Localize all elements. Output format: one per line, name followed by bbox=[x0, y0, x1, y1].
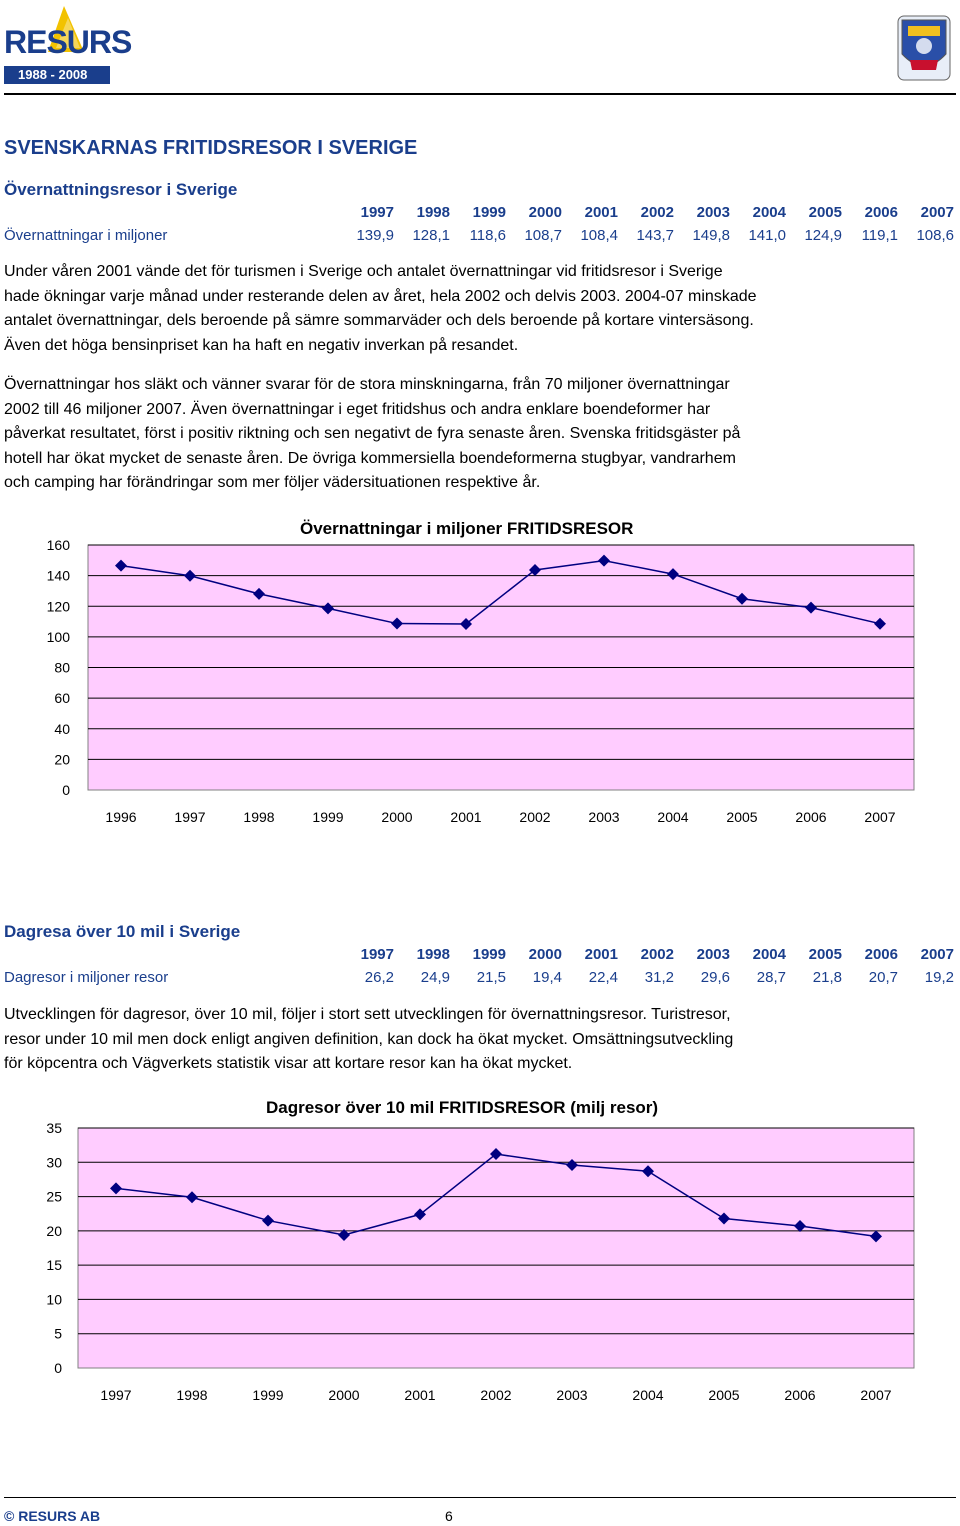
x-tick-label: 1998 bbox=[243, 809, 275, 825]
x-tick-label: 2004 bbox=[632, 1387, 664, 1403]
year-cell: 1997 bbox=[360, 946, 394, 963]
section2-heading: Dagresa över 10 mil i Sverige bbox=[4, 922, 241, 941]
x-tick-label: 2001 bbox=[450, 809, 482, 825]
year-cell: 2003 bbox=[696, 204, 730, 221]
text-line: Under våren 2001 vände det för turismen i Sverige och antalet övernattningar vid fritidsresor i Sverige bbox=[4, 263, 723, 280]
resurs-logo bbox=[4, 4, 132, 86]
value-cell: 108,7 bbox=[524, 227, 562, 244]
year-cell: 1998 bbox=[416, 946, 450, 963]
y-tick-label: 15 bbox=[46, 1257, 62, 1274]
section2-paragraph bbox=[4, 1003, 954, 1077]
x-tick-label: 2004 bbox=[657, 809, 689, 825]
x-tick-label: 1996 bbox=[105, 809, 137, 825]
x-tick-label: 2000 bbox=[381, 809, 413, 825]
section2-year-row bbox=[338, 946, 954, 963]
year-cell: 2004 bbox=[752, 946, 786, 963]
value-cell: 19,4 bbox=[532, 969, 562, 986]
logo-years-band bbox=[4, 66, 110, 84]
y-tick-label: 5 bbox=[54, 1325, 62, 1342]
chart-day-trips-svg bbox=[0, 1090, 960, 1420]
x-tick-label: 1997 bbox=[174, 809, 206, 825]
year-cell: 2000 bbox=[528, 946, 562, 963]
section1-year-row bbox=[338, 204, 954, 221]
x-tick-label: 2006 bbox=[784, 1387, 816, 1403]
value-cell: 26,2 bbox=[364, 969, 394, 986]
footer-copyright: © RESURS AB bbox=[4, 1508, 101, 1524]
year-cell: 2006 bbox=[864, 204, 898, 221]
year-cell: 2007 bbox=[920, 946, 954, 963]
x-tick-label: 1999 bbox=[252, 1387, 284, 1403]
year-cell: 2001 bbox=[584, 204, 618, 221]
logo-text: RESURS bbox=[4, 24, 132, 60]
footer-page-number: 6 bbox=[445, 1508, 453, 1524]
value-cell: 21,5 bbox=[476, 969, 506, 986]
value-cell: 128,1 bbox=[412, 227, 450, 244]
chart-title: Övernattningar i miljoner FRITIDSRESOR bbox=[300, 519, 634, 538]
value-cell: 141,0 bbox=[748, 227, 786, 244]
plot-area bbox=[78, 1128, 914, 1368]
x-tick-label: 2007 bbox=[860, 1387, 892, 1403]
y-tick-label: 25 bbox=[46, 1188, 62, 1205]
year-cell: 2003 bbox=[696, 946, 730, 963]
year-cell: 1999 bbox=[472, 204, 506, 221]
value-cell: 124,9 bbox=[804, 227, 842, 244]
y-tick-label: 30 bbox=[46, 1154, 62, 1171]
value-cell: 20,7 bbox=[868, 969, 898, 986]
section1-paragraph-1 bbox=[4, 260, 954, 358]
x-tick-label: 2007 bbox=[864, 809, 896, 825]
year-cell: 2005 bbox=[808, 946, 842, 963]
value-cell: 139,9 bbox=[356, 227, 394, 244]
x-tick-label: 1997 bbox=[100, 1387, 132, 1403]
x-tick-label: 2006 bbox=[795, 809, 827, 825]
text-line: påverkat resultatet, först i positiv riktning och sen negativt de fyra senaste åren. Svenska fritidsgäster på bbox=[4, 425, 741, 443]
year-cell: 2002 bbox=[640, 946, 674, 963]
value-cell: 22,4 bbox=[588, 969, 618, 986]
x-tick-label: 2005 bbox=[726, 809, 758, 825]
chart-overnight-stays bbox=[0, 510, 960, 840]
value-cell: 19,2 bbox=[924, 969, 954, 986]
x-tick-label: 2002 bbox=[480, 1387, 512, 1403]
section1-paragraph-2 bbox=[4, 373, 954, 496]
year-cell: 2005 bbox=[808, 204, 842, 221]
year-cell: 2006 bbox=[864, 946, 898, 963]
text-line: Utvecklingen för dagresor, över 10 mil, följer i stort sett utvecklingen för övernattningsresor. Turistresor, bbox=[4, 1006, 731, 1023]
text-line: resor under 10 mil men dock enligt angiven definition, kan dock ha ökat mycket. Omsättningsutveckling bbox=[4, 1030, 734, 1048]
value-cell: 29,6 bbox=[700, 969, 730, 986]
value-cell: 149,8 bbox=[692, 227, 730, 244]
year-cell: 1999 bbox=[472, 946, 506, 963]
coat-of-arms-icon bbox=[896, 14, 952, 87]
text-line: Övernattningar hos släkt och vänner svarar för de stora minskningarna, från 70 miljoner övernattningar bbox=[4, 376, 730, 393]
value-cell: 28,7 bbox=[756, 969, 786, 986]
y-tick-label: 40 bbox=[54, 720, 70, 737]
y-tick-label: 120 bbox=[46, 598, 70, 615]
year-cell: 2004 bbox=[752, 204, 786, 221]
section1-value-row bbox=[338, 227, 954, 244]
value-cell: 143,7 bbox=[636, 227, 674, 244]
value-cell: 118,6 bbox=[469, 227, 506, 244]
section2-table bbox=[0, 946, 960, 992]
chart-overnight-stays-svg bbox=[0, 510, 960, 840]
value-cell: 108,4 bbox=[580, 227, 618, 244]
text-line: Även det höga bensinpriset kan ha haft en negativ inverkan på resandet. bbox=[4, 336, 519, 354]
y-tick-label: 100 bbox=[46, 628, 70, 645]
section2-row-label: Dagresor i miljoner resor bbox=[4, 969, 169, 986]
text-line: och camping har förändringar som mer följer vädersituationen respektive år. bbox=[4, 474, 541, 492]
value-cell: 21,8 bbox=[812, 969, 842, 986]
header-divider bbox=[4, 93, 956, 95]
y-tick-label: 10 bbox=[46, 1291, 62, 1308]
section1-table bbox=[0, 204, 960, 250]
year-cell: 2007 bbox=[920, 204, 954, 221]
value-cell: 119,1 bbox=[861, 227, 898, 244]
section1-row-label: Övernattningar i miljoner bbox=[4, 227, 168, 244]
y-tick-label: 140 bbox=[46, 567, 70, 584]
page-title: SVENSKARNAS FRITIDSRESOR I SVERIGE bbox=[4, 137, 418, 159]
year-cell: 1998 bbox=[416, 204, 450, 221]
logo-years: 1988 - 2008 bbox=[18, 67, 88, 82]
y-tick-label: 20 bbox=[46, 1222, 62, 1239]
year-cell: 2001 bbox=[584, 946, 618, 963]
x-tick-label: 2003 bbox=[556, 1387, 588, 1403]
year-cell: 2000 bbox=[528, 204, 562, 221]
y-tick-label: 0 bbox=[62, 782, 70, 798]
x-tick-label: 2002 bbox=[519, 809, 551, 825]
section2-value-row bbox=[338, 969, 954, 986]
y-tick-label: 60 bbox=[54, 690, 70, 707]
value-cell: 108,6 bbox=[916, 227, 954, 244]
text-line: 2002 till 46 miljoner 2007. Även övernattningar i eget fritidshus och andra enklare boendeformer har bbox=[4, 400, 711, 418]
year-cell: 2002 bbox=[640, 204, 674, 221]
chart-title: Dagresor över 10 mil FRITIDSRESOR (milj resor) bbox=[266, 1098, 659, 1117]
x-tick-label: 1998 bbox=[176, 1387, 208, 1403]
value-cell: 31,2 bbox=[644, 969, 674, 986]
value-cell: 24,9 bbox=[420, 969, 450, 986]
text-line: antalet övernattningar, dels beroende på sämre sommarväder och dels beroende på kortare vintersäsong. bbox=[4, 312, 754, 330]
text-line: hade ökningar varje månad under resterande delen av året, hela 2002 och delvis 2003. 2004-07 minskade bbox=[4, 287, 757, 305]
x-tick-label: 1999 bbox=[312, 809, 344, 825]
text-line: för köpcentra och Vägverkets statistik visar att kortare resor kan ha ökat mycket. bbox=[4, 1055, 573, 1073]
y-tick-label: 35 bbox=[46, 1120, 62, 1136]
x-tick-label: 2003 bbox=[588, 809, 620, 825]
text-line: hotell har ökat mycket de senaste åren. De övriga kommersiella boendeformerna stugbyar, vandrarhem bbox=[4, 449, 736, 467]
y-tick-label: 80 bbox=[54, 659, 70, 676]
footer-divider bbox=[4, 1497, 956, 1498]
y-tick-label: 160 bbox=[46, 537, 70, 553]
y-tick-label: 0 bbox=[54, 1360, 62, 1376]
x-tick-label: 2005 bbox=[708, 1387, 740, 1403]
x-tick-label: 2000 bbox=[328, 1387, 360, 1403]
chart-day-trips bbox=[0, 1090, 960, 1420]
x-tick-label: 2001 bbox=[404, 1387, 436, 1403]
y-tick-label: 20 bbox=[54, 751, 70, 768]
year-cell: 1997 bbox=[360, 204, 394, 221]
section1-heading: Övernattningsresor i Sverige bbox=[4, 180, 238, 199]
